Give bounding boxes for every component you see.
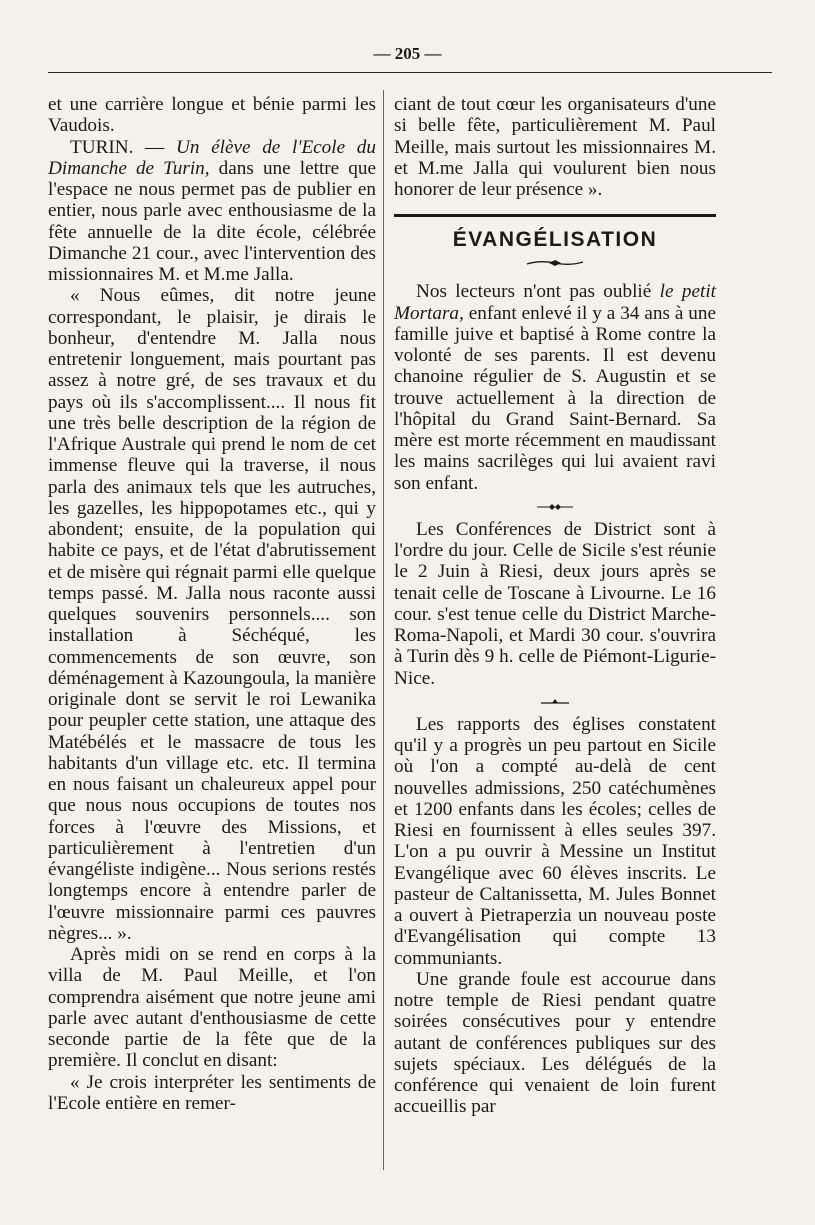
paragraph: [394, 281, 716, 494]
paragraph-text: enfant enlevé il y a 34 ans à une famille juive et baptisé à Rome contre la volonté de ses parents. Il est devenu chanoine régulier de S. Augustin et se trouve actuellement à la direction de l'hôpital du Grand Saint-Bernard. Sa mère est morte récemment en maudissant les mains sacrilèges qui lui avaient ravi son enfant.: [394, 302, 716, 494]
left-column: [48, 94, 376, 1114]
column-divider: [383, 90, 384, 1170]
paragraph-lead: TURIN. —: [70, 136, 176, 158]
paragraph: [48, 137, 376, 286]
paragraph: « Je crois interpréter les sentiments de l'Ecole entière en remer-: [48, 1071, 376, 1114]
paragraph-text: dans une lettre que l'espace ne nous permet pas de publier en entier, nous parle avec enthousiasme de la fête annuelle de la dite école, célébrée Dimanche 21 cour., avec l'intervention des missionnaires M. et M.me Jalla.: [48, 157, 376, 285]
section-rule: [394, 214, 716, 217]
paragraph: et une carrière longue et bénie parmi les Vaudois.: [48, 94, 376, 137]
diamond-ornament-icon: [535, 503, 575, 511]
divider-ornament-icon: [394, 500, 716, 514]
paragraph: Les Conférences de District sont à l'ordre du jour. Celle de Sicile s'est réunie le 2 Juin à Riesi, deux jours après se tenait celle de Toscane à Livourne. Le 16 cour. s'est tenue celle du District Marche-Roma-Napoli, et Mardi 30 cour. s'ouvrira à Turin dès 9 h. celle de Piémont-Ligurie-Nice.: [394, 518, 716, 689]
line-ornament-icon: [535, 698, 575, 706]
ornament-icon: [394, 257, 716, 271]
paragraph: « Nous eûmes, dit notre jeune correspondant, le plaisir, je dirais le bonheur, d'entendre M. Jalla nous entretenir longuement, mais pourtant pas assez à notre gré, de ses travaux et du pays où ils s'accomplissent.... Il nous fit une très belle description de la région de l'Afrique Australe qui prend le nom de cet immense fleuve qui la traverse, il nous parla des animaux tels que les autruches, les gazelles, les hippopotames etc., qui y abondent; ensuite, de la population qui habite ce pays, et de l'état d'abrutissement et de misère qui régnait parmi elle quelque temps passé. M. Jalla nous raconte aussi quelques souvenirs personnels.... son installation à Séchéqué, les commencements de son œuvre, son déménagement à Kazoungoula, la manière originale dont se servit le roi Lewanika pour peupler cette station, une attaque des Matébélés et le massacre de tous les habitants d'un village etc. etc. Il termina en nous faisant un chaleureux appel pour que nous nous occupions de toutes nos forces à l'œuvre des Missions, et particulièrement à l'entretien d'un évangéliste indigène... Nous serions restés longtemps encore à entendre parler de l'œuvre missionnaire parmi ces pauvres nègres... ».: [48, 285, 376, 944]
paragraph-italic: le petit Mortara,: [394, 281, 716, 324]
page-number: — 205 —: [373, 44, 442, 63]
section-heading: ÉVANGÉLISATION: [452, 228, 658, 252]
paragraph-lead: Nos lecteurs n'ont pas oublié: [416, 281, 660, 303]
paragraph: ciant de tout cœur les organisateurs d'une si belle fête, particulièrement M. Paul Meille, mais surtout les missionnaires M. et M.me Jalla qui voulurent bien nous honorer de leur présence ».: [394, 94, 716, 200]
paragraph: Les rapports des églises constatent qu'il y a progrès un peu partout en Sicile où l'on a compté au-delà de cent nouvelles admissions, 250 catéchumènes et 1200 enfants dans les écoles; celles de Riesi en fournissent à elles seules 397. L'on a pu ouvrir à Messine un Institut Evangélique avec 60 élèves inscrits. Le pasteur de Caltanissetta, M. Jules Bonnet a ouvert à Pietraperzia un nouveau poste d'Evangélisation qui compte 13 communiants.: [394, 713, 716, 969]
paragraph-italic: Un élève de l'Ecole du Dimanche de Turin,: [48, 136, 376, 179]
right-column: [394, 94, 716, 1118]
header-rule: [48, 72, 772, 73]
paragraph: Après midi on se rend en corps à la villa de M. Paul Meille, et l'on comprendra aisément que notre jeune ami parle avec autant d'enthousiasme de cette seconde partie de la fête que de la première. Il conclut en disant:: [48, 944, 376, 1072]
paragraph: Une grande foule est accourue dans notre temple de Riesi pendant quatre soirées consécutives pour y entendre autant de conférences publiques sur des sujets spéciaux. Les délégués de la conférence qui venaient de loin furent accueillis par: [394, 968, 716, 1118]
ornament-swash-icon: [525, 258, 585, 268]
divider-ornament-icon: [394, 695, 716, 709]
